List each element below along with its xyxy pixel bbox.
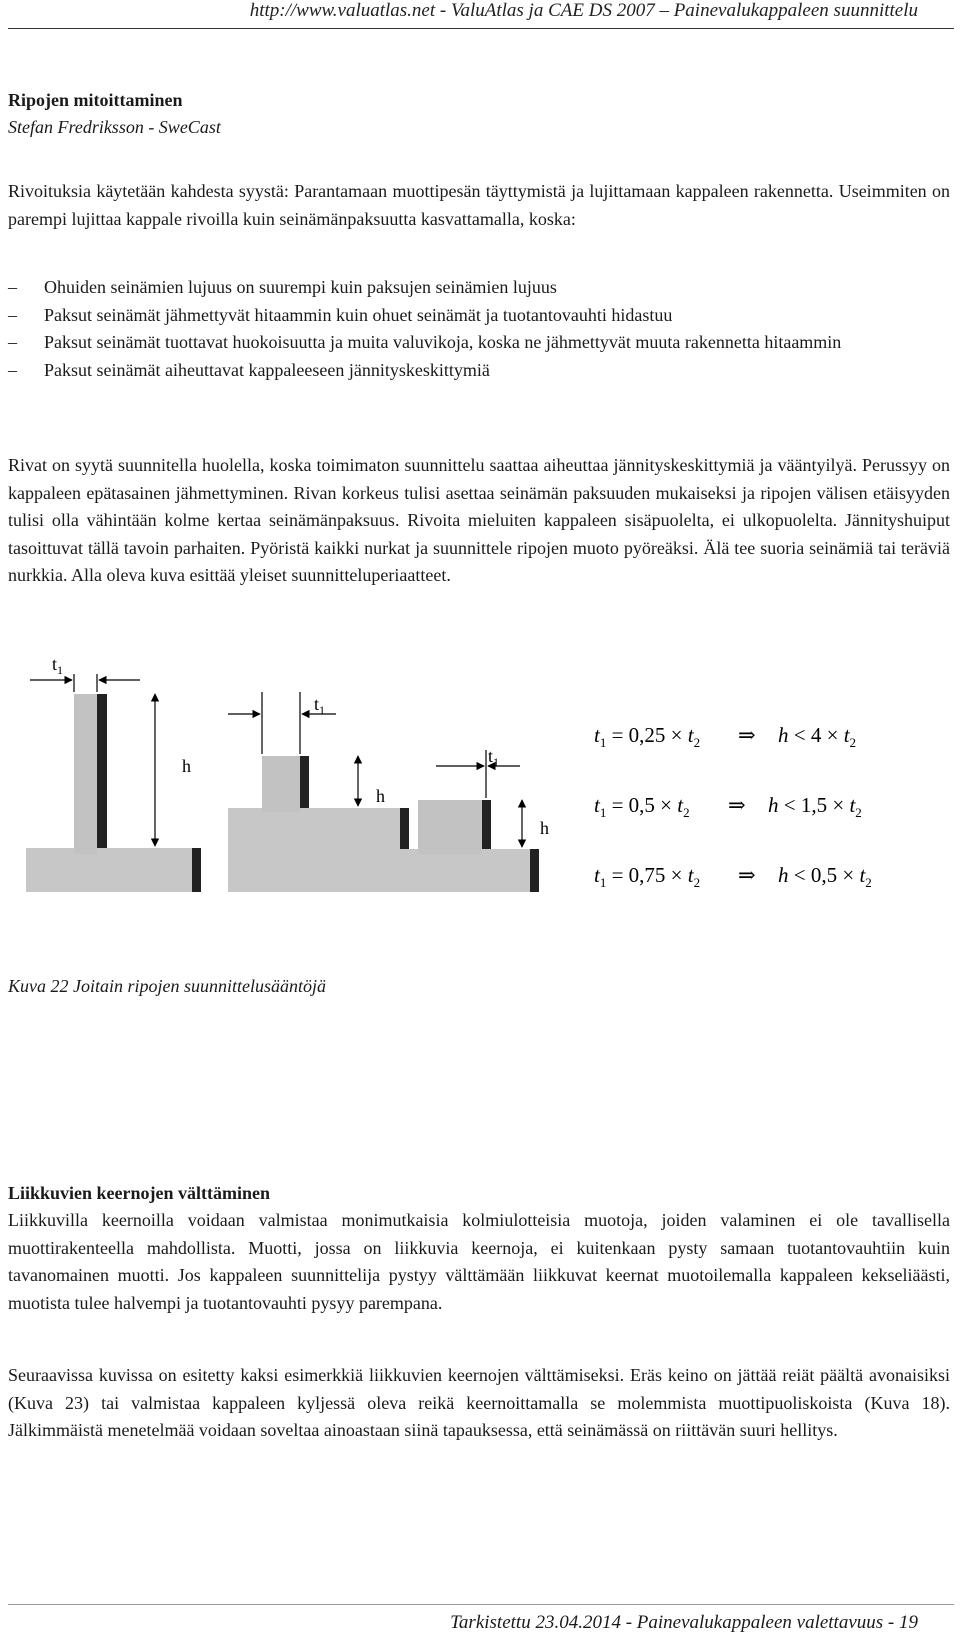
label-h: h xyxy=(182,756,191,776)
bullet-dash: – xyxy=(8,332,17,352)
rule-3: $t_1 = 0,75 \times t_2$ xyxy=(594,863,701,890)
bullet-text: Paksut seinämät aiheuttavat kappaleeseen jännityskeskittymiä xyxy=(44,359,490,380)
rule-1: $t_1 = 0,25 \times t_2$ xyxy=(594,723,701,750)
section1-heading-block xyxy=(8,87,950,141)
section1-intro: Rivoituksia käytetään kahdesta syystä: Parantamaan muottipesän täyttymistä ja lujittamaan kappaleen rakennetta. Useimmiten on parempi lujittaa kappale rivoilla kuin seinämänpaksuutta kasvattamalla, koska: xyxy=(8,181,950,229)
section2-heading: Liikkuvien keernojen välttäminen xyxy=(8,1183,271,1203)
rule-1-arrow: ⇒ xyxy=(738,723,756,747)
list-item xyxy=(8,274,950,302)
rule-2: $t_1 = 0,5 \times t_2$ xyxy=(594,793,690,820)
rib-design-figure xyxy=(0,650,960,950)
label-h: h xyxy=(376,786,385,806)
footer-text: Tarkistettu 23.04.2014 - Painevalukappaleen valettavuus - 19 xyxy=(450,1612,918,1633)
bullet-dash: – xyxy=(8,277,17,297)
section2-para2: Seuraavissa kuvissa on esitetty kaksi esimerkkiä liikkuvien keernojen välttämiseksi. Eräs keino on jättää reiät päältä avonaisiksi (Kuva 23) tai valmistaa kappaleen kyljessä oleva reikä keernoittamalla se molemmista muottipuoliskoista (Kuva 18). Jälkimmäistä menetelmää voidaan soveltaa ainoastaan siinä tapauksessa, että seinämässä on riittävän suuri hellitys. xyxy=(8,1365,950,1440)
section1-title: Ripojen mitoittaminen xyxy=(8,90,183,110)
bullet-dash: – xyxy=(8,359,17,380)
bullet-text: Paksut seinämät jähmettyvät hitaammin kuin ohuet seinämät ja tuotantovauhti hidastuu xyxy=(44,304,673,325)
rule-3-arrow: ⇒ xyxy=(738,863,756,887)
label-h: h xyxy=(540,818,549,838)
rib-profile-thin xyxy=(26,654,201,892)
bullet-dash: – xyxy=(8,304,17,325)
label-t1: $t_1$ xyxy=(52,654,64,677)
header-url: http://www.valuatlas.net - ValuAtlas ja CAE DS 2007 – Painevalukappaleen suunnittelu xyxy=(249,0,918,21)
rule-2-result: $h < 1,5 \times t_2$ xyxy=(768,793,862,820)
label-t1: $t_1$ xyxy=(488,746,500,769)
header-divider xyxy=(8,28,954,29)
section1-author: Stefan Fredriksson - SweCast xyxy=(8,117,221,137)
figure-caption: Kuva 22 Joitain ripojen suunnittelusääntöjä xyxy=(8,976,326,996)
design-rules xyxy=(594,723,872,890)
list-item xyxy=(8,302,950,330)
bullet-text: Paksut seinämät tuottavat huokoisuutta ja muita valuvikoja, koska ne jähmettyvät muuta rakennetta hitaammin xyxy=(44,332,842,352)
label-t1: $t_1$ xyxy=(314,694,326,717)
rib-profile-thick xyxy=(394,746,549,892)
footer-divider xyxy=(8,1604,954,1605)
rule-2-arrow: ⇒ xyxy=(728,793,746,817)
rib-profile-medium xyxy=(228,692,409,892)
bullet-text: Ohuiden seinämien lujuus on suurempi kuin paksujen seinämien lujuus xyxy=(44,277,557,297)
rule-1-result: $h < 4 \times t_2$ xyxy=(778,723,857,750)
rule-3-result: $h < 0,5 \times t_2$ xyxy=(778,863,872,890)
bullet-list xyxy=(8,274,950,384)
section1-body: Rivat on syytä suunnitella huolella, koska toimimaton suunnittelu saattaa aiheuttaa jännityskeskittymiä ja vääntyilyä. Perussyy on kappaleen epätasainen jähmettyminen. Rivan korkeus tulisi asettaa seinämän paksuuden mukaiseksi ja ripojen välisen etäisyyden tulisi olla vähintään kolme kertaa seinämänpaksuus. Rivoita mieluiten kappaleen sisäpuolelta, ei ulkopuolelta. Jännityshuiput tasoittuvat tällä tavoin parhaiten. Pyöristä kaikki nurkat ja suunnittele ripojen muoto pyöreäksi. Älä tee suoria seinämiä tai teräviä nurkkia. Alla oleva kuva esittää yleiset suunnitteluperiaatteet. xyxy=(8,455,950,585)
section2-title xyxy=(8,1180,950,1208)
list-item xyxy=(8,357,950,385)
section2-para1: Liikkuvilla keernoilla voidaan valmistaa monimutkaisia kolmiulotteisia muotoja, joiden valaminen ei ole tavallisella muottirakenteella mahdollista. Muotti, jossa on liikkuvia keernoja, ei kuitenkaan pysty samaan tuotantovauhtiin kuin tavanomainen muotti. Jos kappaleen suunnittelija pystyy välttämään liikkuvat keernat muotoilemalla kappaleen kekseliäästi, muotista tulee halvempi ja tuotantovauhti pysyy parempana. xyxy=(8,1210,950,1313)
list-item xyxy=(8,329,950,357)
